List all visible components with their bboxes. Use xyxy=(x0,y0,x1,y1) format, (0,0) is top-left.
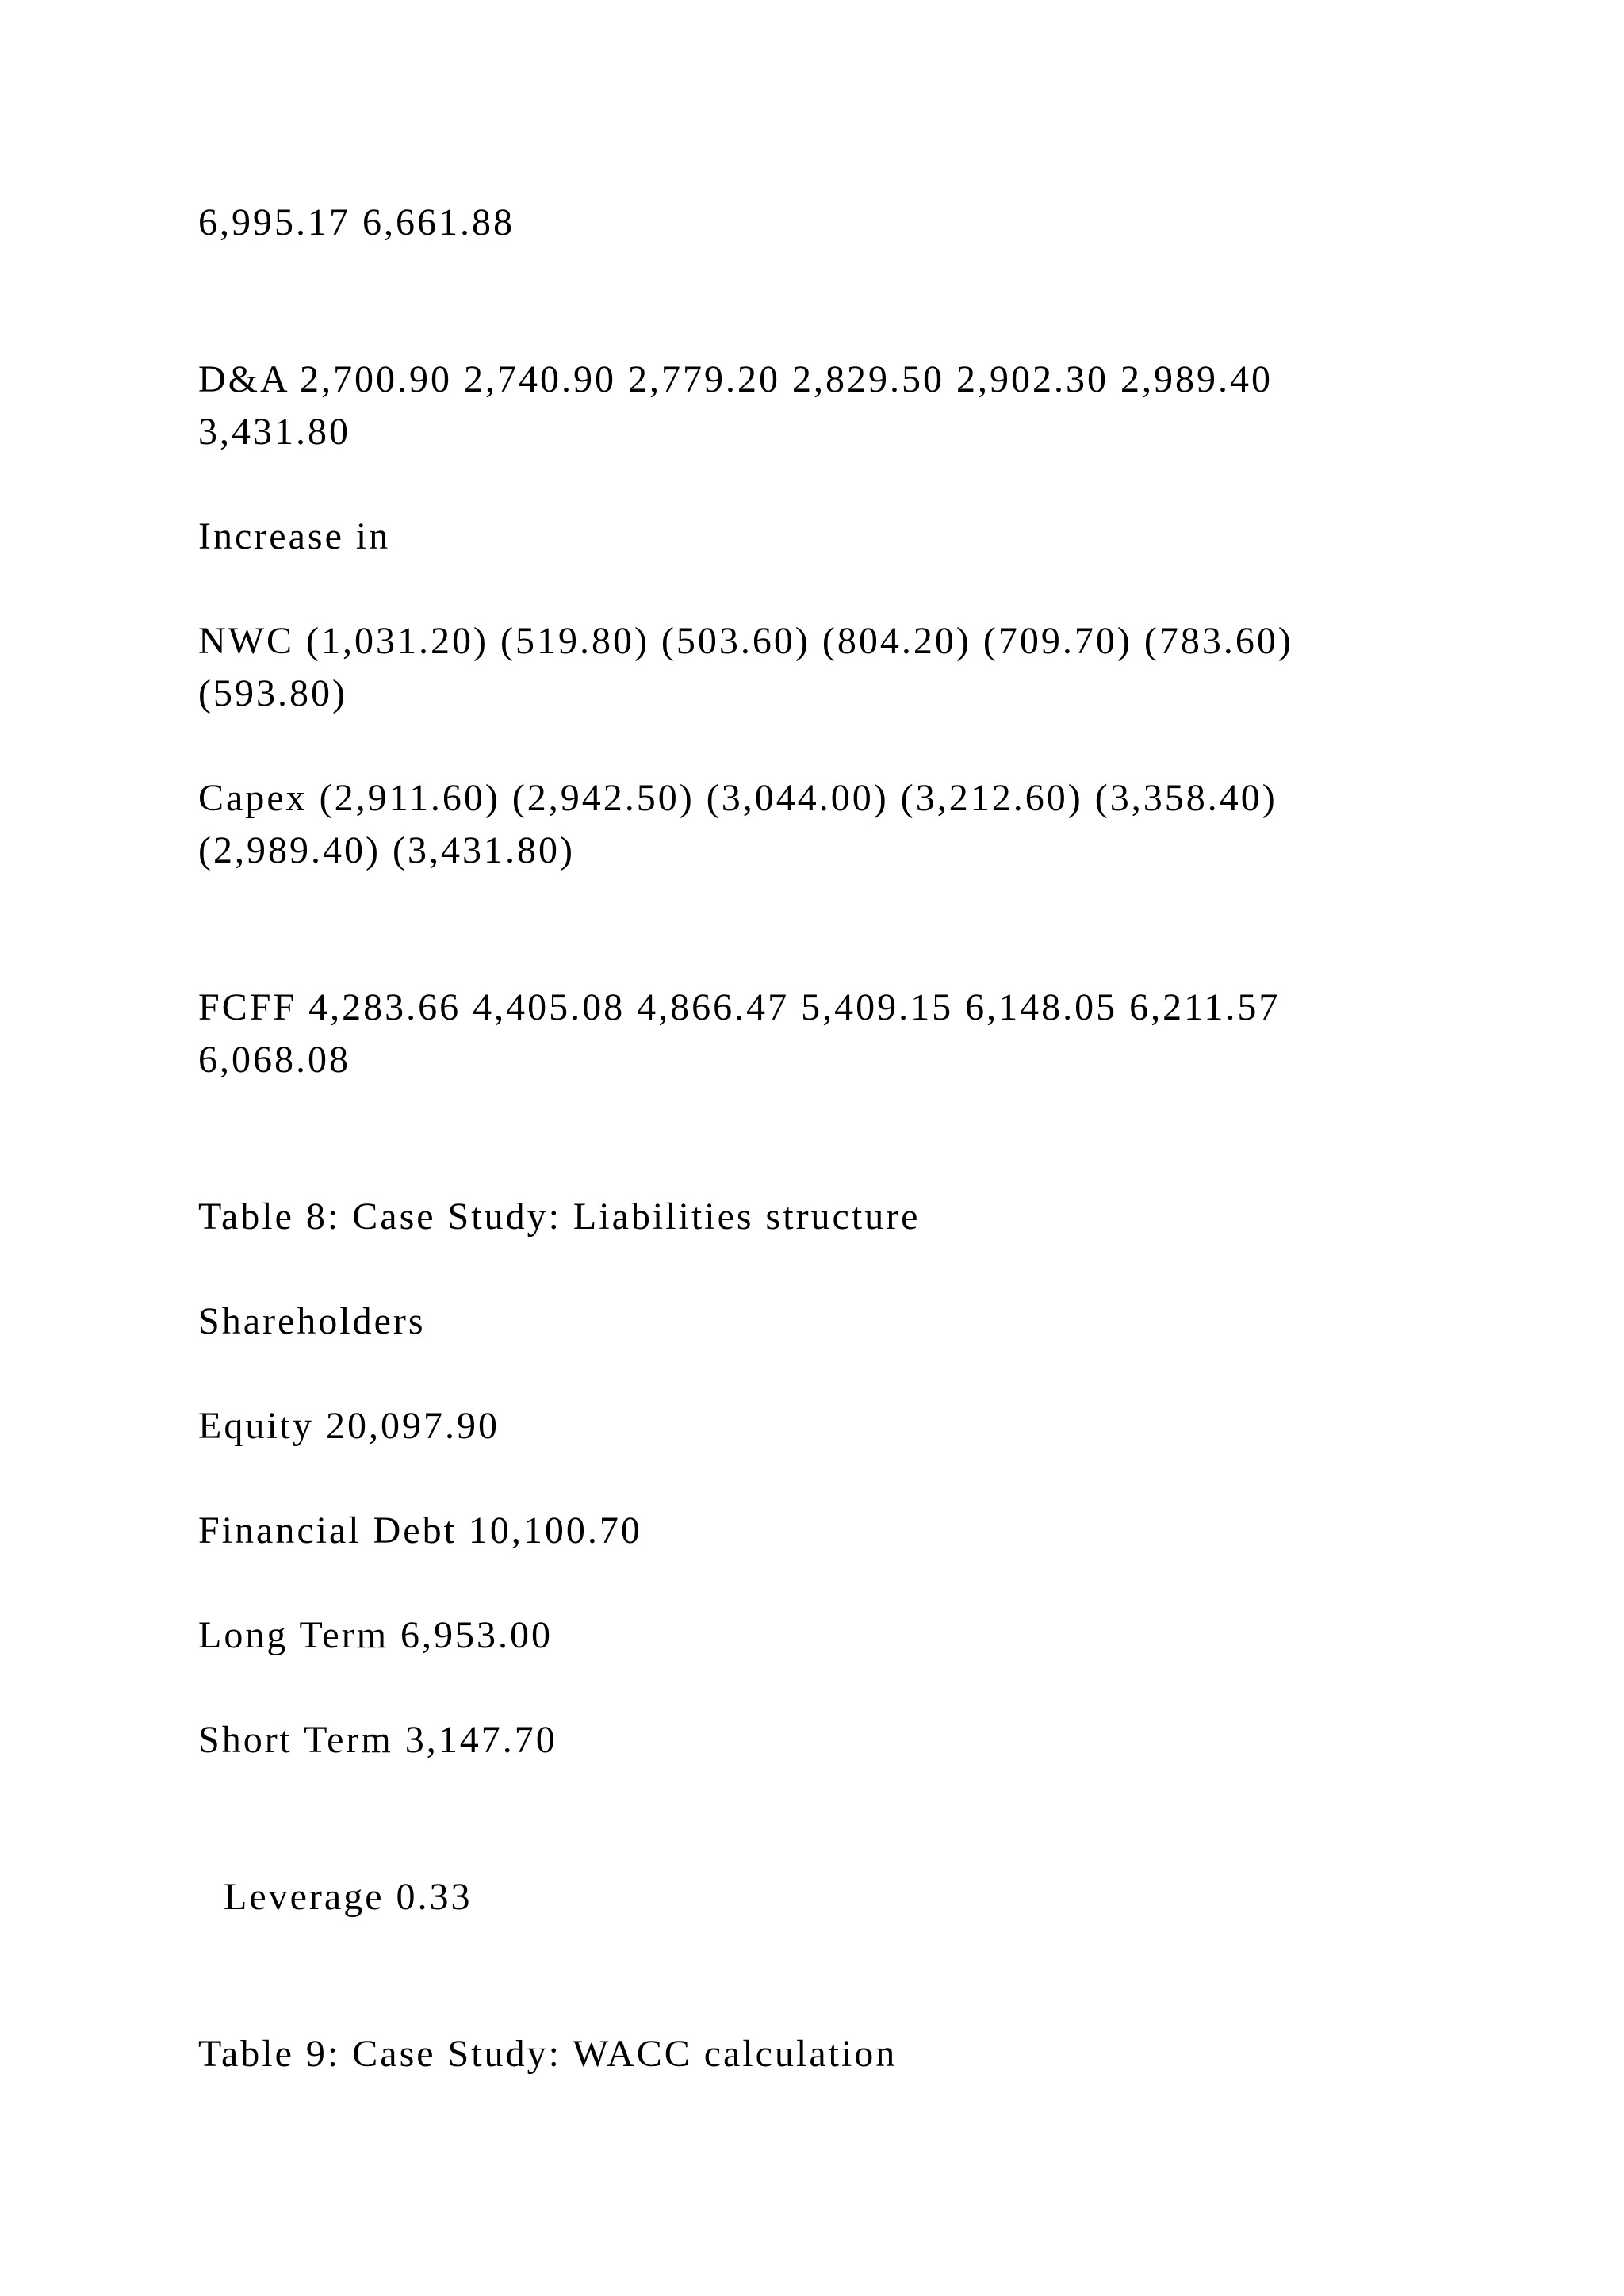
fcff-row: FCFF 4,283.66 4,405.08 4,866.47 5,409.15 6,148.05 6,211.57 xyxy=(198,986,1281,1028)
capex-row: Capex (2,911.60) (2,942.50) (3,044.00) (3,212.60) (3,358.40) xyxy=(198,777,1277,819)
table-9-caption: Table 9: Case Study: WACC calculation xyxy=(198,2033,898,2075)
long-term-row: Long Term 6,953.00 xyxy=(198,1614,553,1656)
table-8-caption: Table 8: Case Study: Liabilities structure xyxy=(198,1196,921,1238)
equity-row: Equity 20,097.90 xyxy=(198,1405,500,1447)
increase-in-label: Increase in xyxy=(198,515,391,557)
short-term-row: Short Term 3,147.70 xyxy=(198,1719,557,1761)
da-row: D&A 2,700.90 2,740.90 2,779.20 2,829.50 2,902.30 2,989.40 xyxy=(198,358,1274,400)
nwc-row-wrap: (593.80) xyxy=(198,672,347,714)
fcff-row-wrap: 6,068.08 xyxy=(198,1039,350,1081)
shareholders-label: Shareholders xyxy=(198,1300,426,1342)
financial-debt-row: Financial Debt 10,100.70 xyxy=(198,1510,642,1552)
capex-row-wrap: (2,989.40) (3,431.80) xyxy=(198,829,575,871)
fcff-table-continued-row: 6,995.17 6,661.88 xyxy=(198,201,515,243)
nwc-row: NWC (1,031.20) (519.80) (503.60) (804.20) (709.70) (783.60) xyxy=(198,620,1293,662)
da-row-wrap: 3,431.80 xyxy=(198,411,350,453)
leverage-row: Leverage 0.33 xyxy=(224,1876,473,1918)
